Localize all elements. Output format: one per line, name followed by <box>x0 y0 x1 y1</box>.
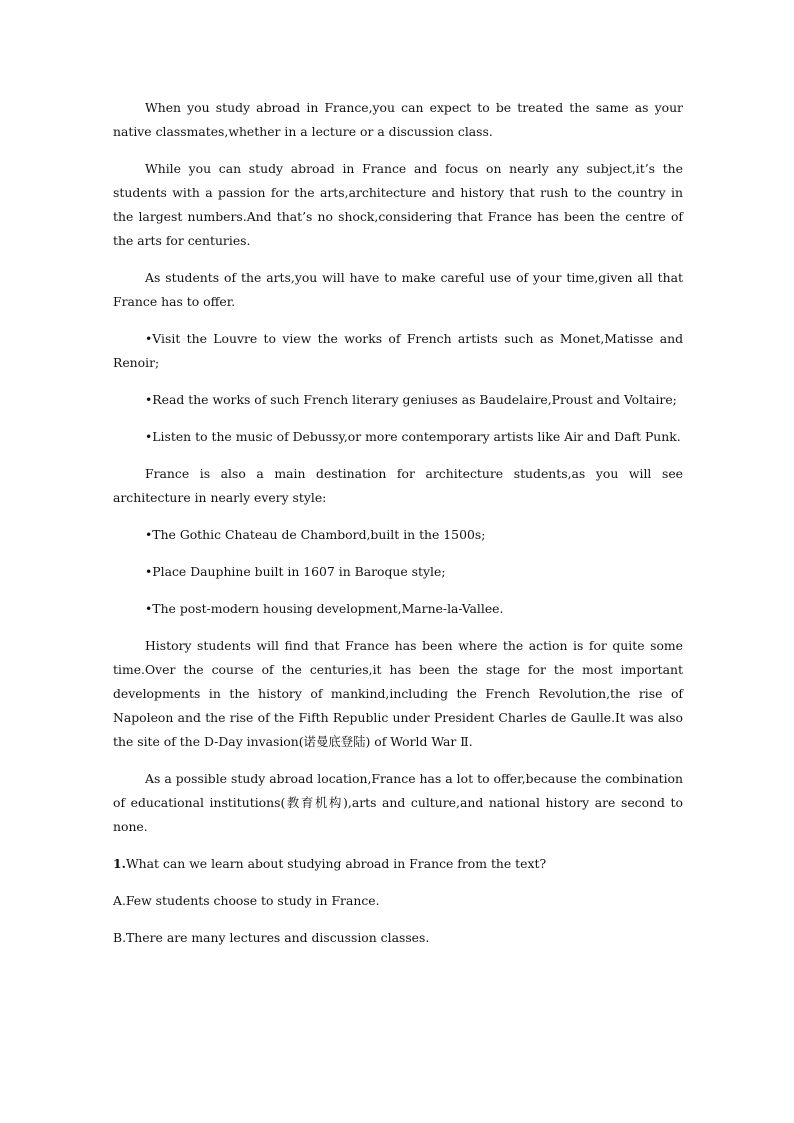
list-item-louvre: •Visit the Louvre to view the works of French artists such as Monet,Matisse and Renoir; <box>113 331 683 370</box>
document-page <box>113 96 683 963</box>
question-1 <box>113 852 683 876</box>
list-item-dauphine: •Place Dauphine built in 1607 in Baroque style; <box>145 564 446 579</box>
paragraph-intro: When you study abroad in France,you can expect to be treated the same as your native classmates,whether in a lecture or a discussion class. <box>113 100 683 139</box>
question-number: 1. <box>113 856 126 871</box>
list-item-literature: •Read the works of such French literary geniuses as Baudelaire,Proust and Voltaire; <box>145 392 677 407</box>
paragraph-arts-students: While you can study abroad in France and focus on nearly any subject,it’s the students with a passion for the arts,architecture and history that rush to the country in the largest numbers.And that’s no shock,considering that France has been the centre of the arts for centuries. <box>113 161 683 248</box>
option-b: B.There are many lectures and discussion classes. <box>113 930 430 945</box>
question-text: What can we learn about studying abroad in France from the text? <box>125 856 547 871</box>
paragraph-architecture: France is also a main destination for architecture students,as you will see architecture in nearly every style: <box>113 466 683 505</box>
paragraph-time-usage: As students of the arts,you will have to make careful use of your time,given all that France has to offer. <box>113 270 683 309</box>
list-item-chambord: •The Gothic Chateau de Chambord,built in the 1500s; <box>145 527 486 542</box>
list-item-marne: •The post-modern housing development,Marne-la-Vallee. <box>145 601 504 616</box>
paragraph-history: History students will find that France has been where the action is for quite some time.Over the course of the centuries,it has been the stage for the most important developments in the history of mankind,including the French Revolution,the rise of Napoleon and the rise of the Fifth Republic under President Charles de Gaulle.It was also the site of the D-Day invasion(诺曼底登陆) of World War Ⅱ. <box>113 638 683 749</box>
option-a: A.Few students choose to study in France. <box>113 893 380 908</box>
list-item-music: •Listen to the music of Debussy,or more contemporary artists like Air and Daft Punk. <box>145 429 681 444</box>
paragraph-conclusion: As a possible study abroad location,France has a lot to offer,because the combination of educational institutions(教育机构),arts and culture,and national history are second to none. <box>113 771 683 834</box>
